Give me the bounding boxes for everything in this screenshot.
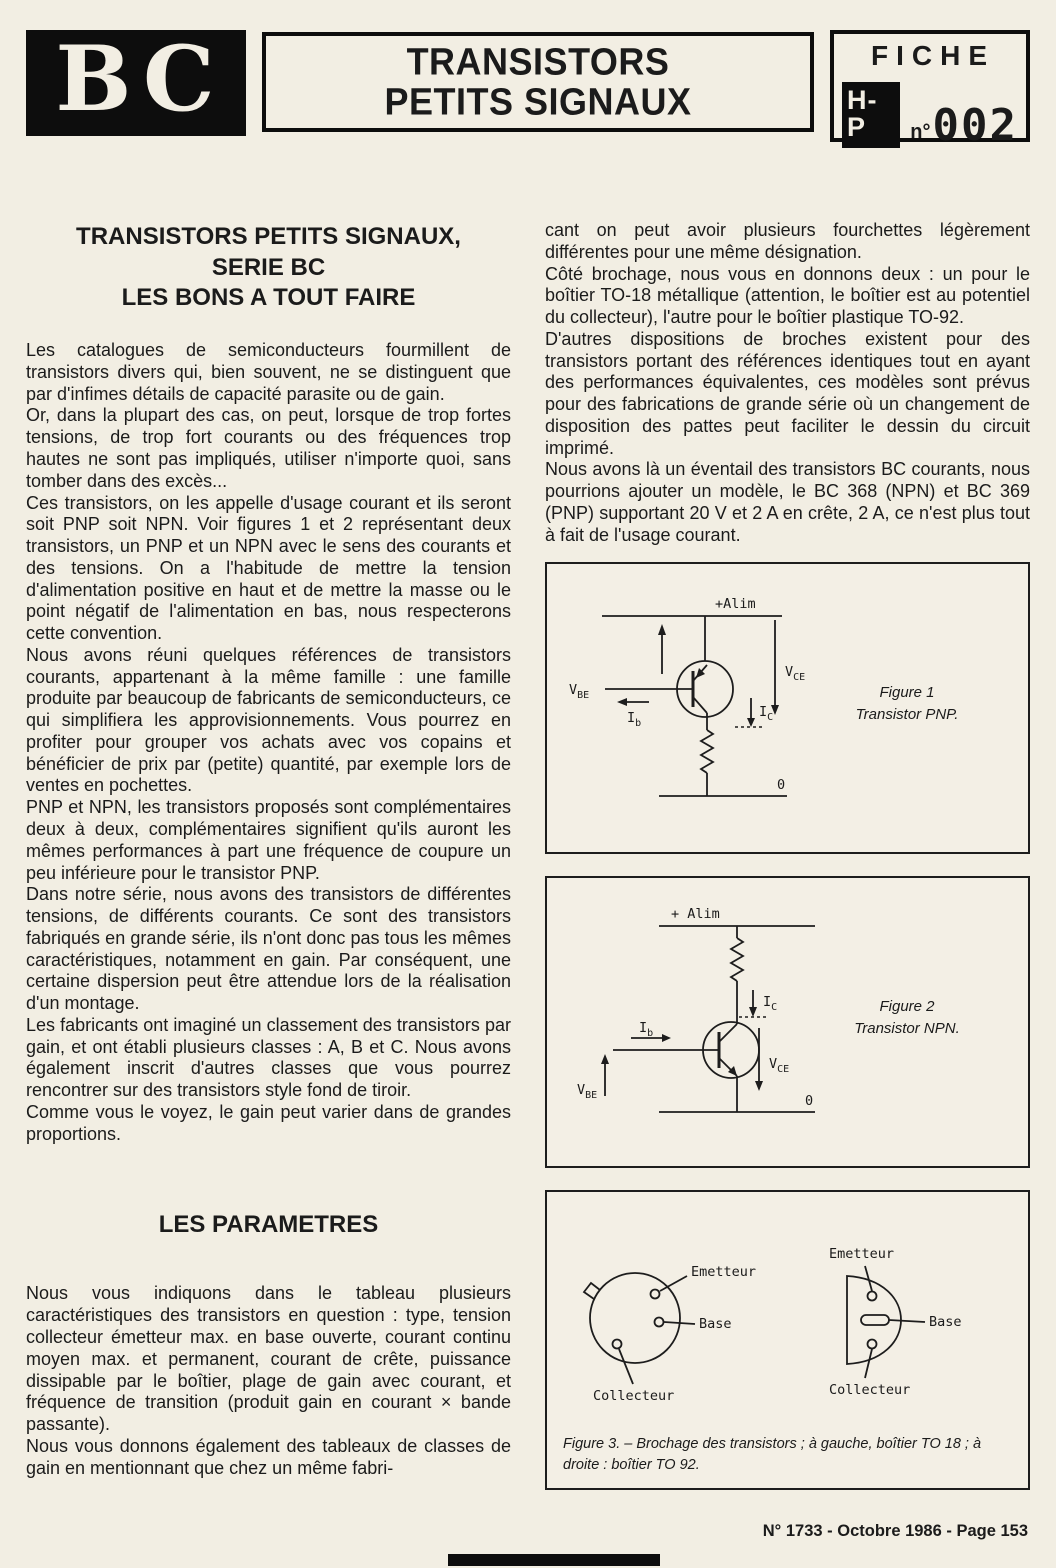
paragraph: Or, dans la plupart des cas, on peut, lorsque de trop fortes tensions, de trop fort courants ou des fréquences trop hautes ne sont pas impliqués, utiliser n'importe quoi, sans tomber dans des excès... <box>26 405 511 491</box>
article-heading <box>26 222 511 314</box>
fiche-number-digits: 002 <box>932 100 1018 151</box>
paragraph: Les catalogues de semiconducteurs fourmillent de transistors divers qui, bien souvent, ne se distinguent que par d'infimes détails de capacité parasite ou de gain. <box>26 340 511 404</box>
article-heading-line-3: LES BONS A TOUT FAIRE <box>121 284 416 312</box>
vbe-arrowhead <box>601 1054 609 1064</box>
article-heading-line-2: SERIE BC <box>211 253 326 281</box>
paragraph: D'autres dispositions de broches existent pour des transistors portant des références identiques tout en ayant des performances équivalentes, ces modèles sont prévus pour des fabrications de grande série où un changement de disposition des pattes peut faciliter le dessin du circuit imprimé. <box>545 328 1030 458</box>
figure-1-box <box>545 562 1030 854</box>
fig2-ib-label: $I_b$ <box>639 1020 654 1040</box>
to92-emitter-lead <box>868 1292 877 1301</box>
to18-collector-lead <box>613 1340 622 1349</box>
to18-base-lead <box>655 1318 664 1327</box>
paragraph: Ces transistors, on les appelle d'usage courant et ils seront soit PNP soit NPN. Voir figures 1 et 2 représentant deux transistors, un PNP et un NPN avec le sens des courants et des tensions. On a l'habitude de mettre la tension d'alimentation positive en haut et de mettre la masse ou le point négatif de l'alimentation en bas, nous respecterons cette convention. <box>26 492 511 644</box>
title-banner <box>262 32 814 132</box>
fig2-alim-label: + Alim <box>671 906 720 923</box>
fig1-ic-label: $I_C$ <box>759 704 774 724</box>
fig2-vce-label: $V_{CE}$ <box>769 1056 790 1076</box>
fig1-vce-label: $V_{CE}$ <box>785 664 806 684</box>
paragraph: Dans notre série, nous avons des transistors de différentes tensions, de différents courants. Ce sont des transistors fabriqués en grande série, ils n'ont donc pas tous les mêmes caractéristiques, notamment en gain. Par conséquent, une certaine dispersion peut être attendue lors de la réalisation d'un montage. <box>26 884 511 1014</box>
figure-1-caption-title: Figure 1 <box>879 684 935 702</box>
paragraph: PNP et NPN, les transistors proposés sont complémentaires deux à deux, complémentaires signifient qu'ils auront les mêmes performances à part une fréquence de coupure un peu inférieure pour le transistor PNP. <box>26 797 511 883</box>
figure-2-caption <box>812 996 1002 1040</box>
figure-2-caption-sub: Transistor NPN. <box>854 1020 960 1038</box>
paragraph: Nous avons réuni quelques références de transistors courants, appartenant à la même famille : une famille produite par beaucoup de fabricants de semiconducteurs, ce qui simplifiera les approvisionnements. Vous pourrez en profiter pour grouper vos achats avec vos copains et bénéficier de prix par (petite) quantité, par exemple lors de ventes en pochettes. <box>26 644 511 796</box>
right-column <box>545 220 1030 1490</box>
hp-brand-logo: H-P <box>842 82 900 148</box>
figure-1-caption-sub: Transistor PNP. <box>855 706 959 724</box>
pinout-diagram <box>547 1192 1028 1422</box>
paragraph: Côté brochage, nous vous en donnons deux : un pour le boîtier TO-18 métallique (attention, le boîtier est au potentiel du collecteur), l'autre pour le boîtier plastique TO-92. <box>545 263 1030 328</box>
left-column <box>26 220 511 1490</box>
to92-collector-label: Collecteur <box>829 1382 911 1399</box>
figure-3-box <box>545 1190 1030 1490</box>
to18-emitter-lead <box>651 1290 660 1299</box>
figure-3-caption: Figure 3. – Brochage des transistors ; à gauche, boîtier TO 18 ; à droite : boîtier TO 92. <box>563 1436 982 1474</box>
fig1-ib-label: $I_b$ <box>627 710 642 730</box>
to18-emitter-label: Emetteur <box>691 1264 757 1281</box>
fig1-zero-label: 0 <box>777 777 786 794</box>
bc-series-logo <box>26 26 246 136</box>
figure-2-caption-title: Figure 2 <box>879 998 935 1016</box>
ib-arrowhead <box>617 698 627 706</box>
paragraph: Nous vous indiquons dans le tableau plusieurs caractéristiques des transistors en question : type, tension collecteur émetteur max. en base ouverte, courant continu moyen max. et permanent, courant de crête, puissance dissipable par le boîtier, plage de gain avec courant, et fréquence de transition (produit gain en courant × bande passante). <box>26 1283 511 1435</box>
paragraph: Comme vous le voyez, le gain peut varier dans de grandes proportions. <box>26 1101 511 1144</box>
page-header <box>26 26 1030 151</box>
to18-tab <box>584 1283 600 1299</box>
fiche-label: FICHE <box>871 40 995 71</box>
title-line-1: TRANSISTORS <box>406 39 670 83</box>
figure-1-caption <box>812 682 1002 726</box>
paragraph: Nous avons là un éventail des transistors BC courants, nous pourrions ajouter un modèle, le BC 368 (NPN) et BC 369 (PNP) supportant 20 V et 2 A en crête, 2 A, ce n'est plus tout à fait de l'usage courant. <box>545 459 1030 545</box>
to92-base-lead <box>861 1315 889 1325</box>
resistor-symbol <box>731 938 743 981</box>
fig2-vbe-label: $V_{BE}$ <box>577 1082 598 1102</box>
section-heading-parametres: LES PARAMETRES <box>158 1211 379 1239</box>
to18-base-label: Base <box>699 1316 732 1333</box>
paragraph: Nous vous donnons également des tableaux de classes de gain en mentionnant que chez un même fabri- <box>26 1435 511 1478</box>
article-heading-line-1: TRANSISTORS PETITS SIGNAUX, <box>76 223 461 250</box>
up-arrowhead <box>658 624 666 635</box>
ic-arrowhead <box>749 1007 757 1017</box>
ib-arrowhead <box>662 1034 671 1042</box>
circuit-wires <box>601 926 815 1112</box>
bc-logo-text: BC <box>55 26 225 132</box>
figure-2-box <box>545 876 1030 1168</box>
two-column-body <box>26 220 1030 1490</box>
fig2-zero-label: 0 <box>805 1093 814 1110</box>
to92-collector-lead <box>868 1340 877 1349</box>
to18-package-drawing <box>584 1264 756 1404</box>
fig1-vbe-label: $V_{BE}$ <box>569 682 590 702</box>
paragraph: cant on peut avoir plusieurs fourchettes légèrement différentes pour une même désignation. <box>545 220 1030 262</box>
ic-arrowhead <box>747 718 755 727</box>
vce-arrowhead <box>755 1081 763 1091</box>
fiche-number-prefix: n° <box>910 121 931 143</box>
to18-collector-label: Collecteur <box>593 1388 675 1405</box>
fiche-number <box>910 100 1018 151</box>
fig2-ic-label: $I_C$ <box>763 994 778 1014</box>
page-footer: N° 1733 - Octobre 1986 - Page 153 <box>762 1522 1028 1540</box>
paragraph: Les fabricants ont imaginé un classement des transistors par gain, et ont établi plusieurs classes : A, B et C. Nous avons également inscrit d'autres classes que vous pourrez rencontrer sur des transistors style fond de tiroir. <box>26 1014 511 1101</box>
to92-emitter-label: Emetteur <box>829 1246 895 1263</box>
to92-base-label: Base <box>929 1314 962 1331</box>
to92-package-drawing <box>829 1246 962 1398</box>
bottom-scan-bar <box>448 1554 660 1566</box>
fiche-row <box>842 82 1018 151</box>
fiche-badge <box>830 30 1030 151</box>
resistor-symbol <box>701 730 713 773</box>
title-line-2: PETITS SIGNAUX <box>384 79 692 124</box>
fig1-alim-label: +Alim <box>715 596 756 613</box>
